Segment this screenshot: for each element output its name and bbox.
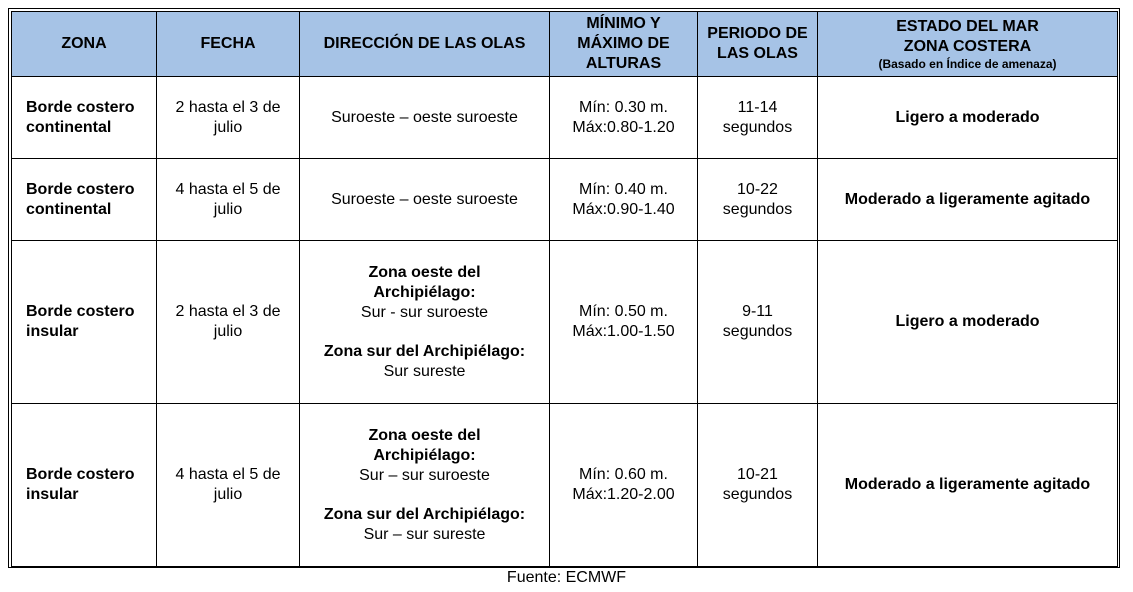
- zona-line: Borde costero: [26, 98, 135, 116]
- sea-state-table: [11, 11, 1118, 567]
- fecha-line: julio: [213, 323, 243, 340]
- zona-cell: [12, 77, 157, 159]
- alturas-line: Mín: 0.60 m.: [579, 466, 668, 483]
- header-alturas-line: MÍNIMO Y: [586, 15, 661, 32]
- periodo-cell: [698, 241, 818, 404]
- direccion-oeste-value: Sur - sur suroeste: [360, 303, 489, 321]
- direccion-sur-value: Sur – sur sureste: [363, 525, 486, 543]
- alturas-line: Mín: 0.50 m.: [579, 303, 668, 320]
- fecha-cell: [157, 404, 300, 567]
- zona-line: Borde costero: [26, 180, 135, 198]
- direccion-cell: [300, 404, 550, 567]
- alturas-line: Máx:1.00-1.50: [572, 323, 675, 340]
- alturas-cell: [550, 159, 698, 241]
- zona-cell: [12, 404, 157, 567]
- periodo-cell: [698, 159, 818, 241]
- direccion-sur-title: Zona sur del Archipiélago:: [323, 342, 526, 360]
- direccion-oeste-title: Zona oeste del: [368, 426, 481, 444]
- periodo-line: segundos: [722, 486, 793, 503]
- fecha-cell: [157, 241, 300, 404]
- zona-line: continental: [26, 118, 112, 136]
- table-row: [12, 404, 1118, 567]
- spacer: [306, 486, 543, 505]
- direccion-oeste-value: Sur – sur suroeste: [359, 466, 490, 484]
- header-periodo-line: PERIODO DE: [707, 25, 808, 42]
- header-estado-sub: (Basado en Índice de amenaza): [878, 56, 1057, 71]
- zona-line: insular: [26, 323, 79, 340]
- estado-cell: Ligero a moderado: [818, 241, 1118, 404]
- fecha-line: 2 hasta el 3 de: [175, 303, 281, 320]
- spacer: [306, 323, 543, 342]
- table-row: [12, 77, 1118, 159]
- header-periodo-line: LAS OLAS: [717, 45, 798, 62]
- header-estado: [818, 12, 1118, 77]
- estado-cell: Moderado a ligeramente agitado: [818, 159, 1118, 241]
- header-fecha: FECHA: [157, 12, 300, 77]
- zona-cell: [12, 241, 157, 404]
- direccion-cell: [300, 241, 550, 404]
- direccion-sur-value: Sur sureste: [383, 362, 466, 380]
- fecha-line: julio: [213, 118, 243, 136]
- zona-line: continental: [26, 200, 112, 218]
- alturas-line: Mín: 0.40 m.: [579, 180, 668, 198]
- direccion-sur-title: Zona sur del Archipiélago:: [323, 505, 526, 523]
- direccion-oeste-title: Archipiélago:: [373, 283, 476, 301]
- alturas-line: Máx:0.80-1.20: [572, 118, 675, 136]
- zona-cell: [12, 159, 157, 241]
- zona-line: Borde costero: [26, 303, 135, 320]
- estado-cell: Moderado a ligeramente agitado: [818, 404, 1118, 567]
- alturas-cell: [550, 404, 698, 567]
- direccion-cell: Suroeste – oeste suroeste: [300, 159, 550, 241]
- periodo-line: 11-14: [737, 98, 778, 116]
- periodo-cell: [698, 77, 818, 159]
- fecha-line: 4 hasta el 5 de: [175, 466, 281, 483]
- source-caption: Fuente: ECMWF: [506, 569, 627, 586]
- header-estado-line: ZONA COSTERA: [903, 37, 1032, 55]
- alturas-line: Máx:1.20-2.00: [572, 486, 675, 503]
- header-periodo: [698, 12, 818, 77]
- table-row: [12, 241, 1118, 404]
- header-alturas: [550, 12, 698, 77]
- fecha-line: 2 hasta el 3 de: [175, 98, 281, 116]
- periodo-cell: [698, 404, 818, 567]
- direccion-cell: Suroeste – oeste suroeste: [300, 77, 550, 159]
- periodo-line: 10-22: [737, 180, 778, 198]
- periodo-line: segundos: [722, 200, 793, 218]
- alturas-line: Mín: 0.30 m.: [579, 98, 668, 116]
- periodo-line: segundos: [722, 323, 793, 340]
- header-alturas-line: MÁXIMO DE: [577, 35, 670, 52]
- alturas-cell: [550, 241, 698, 404]
- header-zona: ZONA: [12, 12, 157, 77]
- alturas-cell: [550, 77, 698, 159]
- periodo-line: segundos: [722, 118, 793, 136]
- alturas-line: Máx:0.90-1.40: [572, 200, 675, 218]
- periodo-line: 9-11: [742, 303, 773, 320]
- zona-line: Borde costero: [26, 466, 135, 483]
- header-direccion: DIRECCIÓN DE LAS OLAS: [300, 12, 550, 77]
- direccion-oeste-title: Archipiélago:: [373, 446, 476, 464]
- header-row: [12, 12, 1118, 77]
- zona-line: insular: [26, 486, 79, 503]
- direccion-oeste-title: Zona oeste del: [368, 263, 481, 281]
- header-alturas-line: ALTURAS: [585, 55, 662, 72]
- fecha-cell: [157, 159, 300, 241]
- estado-cell: Ligero a moderado: [818, 77, 1118, 159]
- table-row: [12, 159, 1118, 241]
- header-estado-line: ESTADO DEL MAR: [896, 17, 1039, 35]
- periodo-line: 10-21: [737, 466, 778, 483]
- fecha-cell: [157, 77, 300, 159]
- fecha-line: julio: [213, 200, 243, 218]
- fecha-line: julio: [213, 486, 243, 503]
- fecha-line: 4 hasta el 5 de: [175, 180, 281, 198]
